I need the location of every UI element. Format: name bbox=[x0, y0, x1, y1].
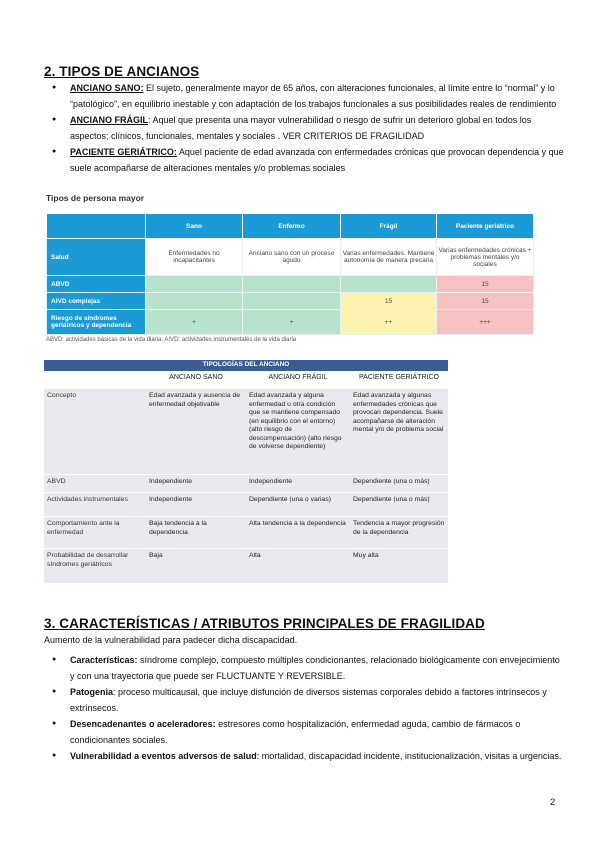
page-number: 2 bbox=[550, 797, 556, 808]
table-cell bbox=[243, 293, 341, 310]
header-cell: PACIENTE GERIÁTRICO bbox=[350, 372, 448, 389]
table-cell: Independiente bbox=[146, 493, 246, 517]
section2-title: 2. TIPOS DE ANCIANOS bbox=[44, 64, 200, 79]
tipologias-table bbox=[44, 360, 448, 584]
list-item: ● Características: síndrome complejo, compuesto múltiples condicionantes, relacionado biológicamente con envejecimiento y con una trayectoria que puede ser FLUCTUANTE Y REVERSIBLE. bbox=[44, 652, 564, 684]
section2-list bbox=[44, 80, 564, 176]
table-cell: 15 bbox=[437, 276, 534, 293]
table-cell: + bbox=[146, 310, 243, 335]
header-cell: ANCIANO FRÁGIL bbox=[246, 372, 350, 389]
table-row bbox=[44, 389, 448, 475]
header-cell: Paciente geriátrico bbox=[437, 214, 534, 239]
table-banner: TIPOLOGÍAS DEL ANCIANO bbox=[44, 360, 448, 372]
table-cell: Edad avanzada y ausencia de enfermedad objetivable bbox=[146, 389, 246, 475]
list-item: ● Desencadenantes o aceleradores: estresores como hospitalización, enfermedad aguda, cambio de fármacos o condicionantes sociales. bbox=[44, 716, 564, 748]
list-item: ● Patogenia: proceso multicausal, que incluye disfunción de diversos sistemas corporales debido a factores intrínsecos y extrínsecos. bbox=[44, 684, 564, 716]
table-cell: Muy alta bbox=[350, 549, 448, 584]
table-cell: Alta bbox=[246, 549, 350, 584]
table-cell: 15 bbox=[437, 293, 534, 310]
row-label: Concepto bbox=[44, 389, 146, 475]
section3-list bbox=[44, 652, 564, 764]
table-cell: Independiente bbox=[246, 475, 350, 493]
table-cell: Dependiente (una o varias) bbox=[246, 493, 350, 517]
table-row bbox=[47, 276, 534, 293]
table1-footnote: ABVD: actividades básicas de la vida diaria; AIVD: actividades instrumentales de la vida diaria bbox=[46, 337, 297, 343]
list-item: ● Vulnerabilidad a eventos adversos de salud: mortalidad, discapacidad incidente, institucionalización, visitas a urgencias. bbox=[44, 748, 564, 764]
header-cell: ANCIANO SANO bbox=[146, 372, 246, 389]
table-cell: Dependiente (una o más) bbox=[350, 493, 448, 517]
table-cell: Edad avanzada y alguna enfermedad u otra condición que se mantiene compensado (en equilibrio con el entorno) (alto riesgo de descompensación) (alto riesgo de volverse dependiente) bbox=[246, 389, 350, 475]
list-item: ● ANCIANO FRÁGIL: Aquel que presenta una mayor vulnerabilidad o riesgo de sufrir un deterioro global en todos los aspectos; clínicos, funcionales, mentales y sociales . VER CRITERIOS DE FRAGILIDAD bbox=[44, 112, 564, 144]
table-cell: Enfermedades no incapacitantes bbox=[146, 239, 243, 276]
header-cell bbox=[44, 372, 146, 389]
row-label: Probabilidad de desarrollar síndromes geriátricos bbox=[44, 549, 146, 584]
row-label: Comportamiento ante la enfermedad bbox=[44, 517, 146, 549]
table-cell: Dependiente (una o más) bbox=[350, 475, 448, 493]
table-cell: Baja bbox=[146, 549, 246, 584]
section3-title: 3. CARACTERÍSTICAS / ATRIBUTOS PRINCIPALES DE FRAGILIDAD bbox=[44, 616, 485, 631]
table-cell: Anciano sano con un proceso agudo bbox=[243, 239, 341, 276]
table-row bbox=[44, 517, 448, 549]
row-label: ABVD bbox=[44, 475, 146, 493]
row-label: Riesgo de síndromes geriátricos y dependencia bbox=[47, 310, 146, 335]
persona-mayor-table bbox=[46, 213, 534, 335]
table-cell: + bbox=[243, 310, 341, 335]
table-header-row bbox=[47, 214, 534, 239]
table-cell: Varias enfermedades. Mantiene autonomía de manera precaria bbox=[341, 239, 437, 276]
table-cell: Independiente bbox=[146, 475, 246, 493]
table-row bbox=[44, 475, 448, 493]
table-cell: +++ bbox=[437, 310, 534, 335]
table-row bbox=[44, 549, 448, 584]
header-cell: Enfermo bbox=[243, 214, 341, 239]
table-cell: ++ bbox=[341, 310, 437, 335]
table1-title: Tipos de persona mayor bbox=[46, 193, 145, 203]
table-cell: Edad avanzada y algunas enfermedades crónicas que provocan dependencia. Suele acompañarse de alteración mental y/o de problema social bbox=[350, 389, 448, 475]
table-row bbox=[47, 310, 534, 335]
list-item: ● PACIENTE GERIÁTRICO: Aquel paciente de edad avanzada con enfermedades crónicas que provocan dependencia y que suele acompañarse de alteraciones mentales y/o problemas sociales bbox=[44, 144, 564, 176]
header-cell bbox=[47, 214, 146, 239]
row-label: Actividades instrumentales bbox=[44, 493, 146, 517]
table-header-row bbox=[44, 372, 448, 389]
header-cell: Frágil bbox=[341, 214, 437, 239]
table-cell: Tendencia a mayor progresión de la dependencia bbox=[350, 517, 448, 549]
section3-intro: Aumento de la vulnerabilidad para padecer dicha discapacidad. bbox=[44, 635, 298, 645]
table-cell: Varias enfermedades crónicas + problemas mentales y/o sociales bbox=[437, 239, 534, 276]
table-cell bbox=[341, 276, 437, 293]
table-cell: Baja tendencia a la dependencia bbox=[146, 517, 246, 549]
list-item: ● ANCIANO SANO: El sujeto, generalmente mayor de 65 años, con alteraciones funcionales, al límite entre lo “normal” y lo “patológico”, en equilibrio inestable y con adaptación de los trabajos funcionales a sus posibilidades reales de rendimiento bbox=[44, 80, 564, 112]
table-cell: Alta tendencia a la dependencia bbox=[246, 517, 350, 549]
table-row bbox=[47, 239, 534, 276]
row-label: ABVD bbox=[47, 276, 146, 293]
table-row bbox=[47, 293, 534, 310]
table-banner-row bbox=[44, 360, 448, 372]
table-row bbox=[44, 493, 448, 517]
table-cell bbox=[146, 293, 243, 310]
table-cell bbox=[243, 276, 341, 293]
row-label: AIVD complejas bbox=[47, 293, 146, 310]
table-cell: 15 bbox=[341, 293, 437, 310]
header-cell: Sano bbox=[146, 214, 243, 239]
table-cell bbox=[146, 276, 243, 293]
row-label: Salud bbox=[47, 239, 146, 276]
